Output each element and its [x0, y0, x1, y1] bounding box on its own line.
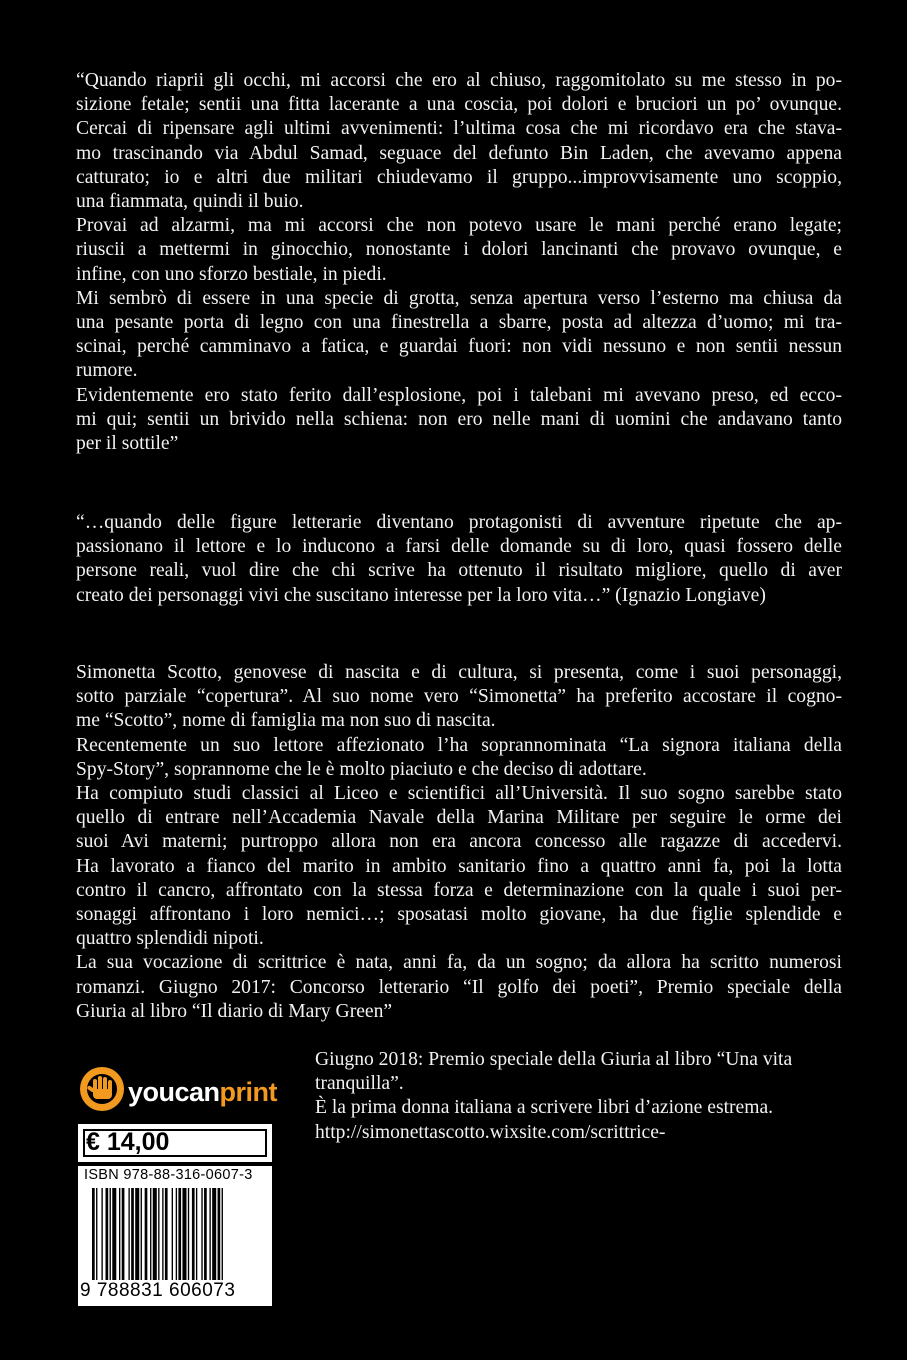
excerpt-line: Cercai di ripensare agli ultimi avvenimenti: l’ultima cosa che mi ricordavo era che stava- — [76, 118, 842, 140]
bio-line: Giuria al libro “Il diario di Mary Green” — [76, 1000, 393, 1022]
quote-line: “…quando delle figure letterarie diventano protagonisti di avventure ripetute che ap- — [76, 512, 842, 533]
barcode-bar — [218, 1188, 221, 1280]
barcode-bar — [153, 1188, 157, 1280]
publisher-wordmark: youcanprint — [128, 1077, 278, 1107]
barcode-bar — [212, 1188, 216, 1280]
bio-line: sotto parziale “copertura”. Al suo nome vero “Simonetta” ha preferito accostare il cogno- — [76, 686, 842, 708]
quote-line: passionano il lettore e lo inducono a farsi delle domande su di loro, quasi fossero delle — [76, 536, 842, 558]
barcode-bar — [182, 1188, 186, 1280]
barcode-bar — [162, 1188, 163, 1280]
excerpt-text — [76, 69, 842, 456]
author-bio-continued — [315, 1048, 855, 1145]
bio-line: Simonetta Scotto, genovese di nascita e di cultura, si presenta, come i suoi personaggi, — [76, 662, 842, 683]
bio-line: Recentemente un suo lettore affezionato l’ha soprannominata “La signora italiana della — [76, 734, 842, 756]
barcode-bar — [135, 1188, 139, 1280]
barcode-bar — [204, 1188, 207, 1280]
bio-line: romanzi. Giugno 2017: Concorso letterario “Il golfo dei poeti”, Premio speciale della — [76, 976, 842, 998]
barcode-bar — [106, 1188, 109, 1280]
excerpt-line: sizione fetale; sentii una fitta lacerante a una coscia, poi dolori e bruciori un po’ ovunque. — [76, 94, 842, 116]
tail-line: Giugno 2018: Premio speciale della Giuria al libro “Una vita — [315, 1049, 793, 1070]
barcode-bar — [158, 1188, 159, 1280]
excerpt-line: infine, con uno sforzo bestiale, in piedi. — [76, 263, 387, 285]
excerpt-line: mi qui; sentii un brivido nella schiena: non ero nelle mani di uomini che andavano tanto — [76, 408, 842, 430]
bio-line: suoi Avi materni; purtroppo allora non era ancora concesso alle ragazze di accedervi. — [76, 831, 842, 853]
barcode-bar — [209, 1188, 210, 1280]
barcode-bar — [176, 1188, 177, 1280]
excerpt-line: Mi sembrò di essere in una specie di grotta, senza apertura verso l’esterno ma chiusa da — [76, 287, 842, 309]
excerpt-line: scinai, perché camminavo a fatica, e guardai fuori: non vidi nessuno e non sentii nessun — [76, 336, 842, 358]
excerpt-line: “Quando riaprii gli occhi, mi accorsi che ero al chiuso, raggomitolato su me stesso in po- — [76, 70, 842, 91]
excerpt-line: Provai ad alzarmi, ma mi accorsi che non potevo usare le mani perché erano legate; — [76, 215, 842, 237]
bio-line: quattro splendidi nipoti. — [76, 928, 264, 950]
barcode-bar — [145, 1188, 148, 1280]
price-label: € 14,00 — [86, 1128, 170, 1156]
quote-line: creato dei personaggi vivi che suscitano interesse per la loro vita…” (Ignazio Longiave) — [76, 584, 766, 606]
bio-line: sonaggi affrontano i loro nemici…; sposatasi molto giovane, ha due figlie splendide e — [76, 904, 842, 926]
barcode-bar — [192, 1188, 195, 1280]
barcode-bar — [165, 1188, 168, 1280]
barcode-bar — [201, 1188, 202, 1280]
barcode-bar — [122, 1188, 125, 1280]
barcode-bar — [178, 1188, 181, 1280]
excerpt-line: mo trascinando via Abdul Samad, seguace del defunto Bin Laden, che avevamo appena — [76, 142, 842, 164]
isbn-label: ISBN 978-88-316-0607-3 — [84, 1167, 253, 1183]
review-quote — [76, 511, 842, 608]
barcode-bar — [196, 1188, 197, 1280]
barcode-bar — [222, 1188, 223, 1280]
bio-line: Ha lavorato a fianco del marito in ambito sanitario fino a quattro anni fa, poi la lotta — [76, 855, 842, 877]
excerpt-line: Evidentemente ero stato ferito dall’esplosione, poi i talebani mi avevano preso, ed ecco- — [76, 384, 842, 406]
bio-line: Ha compiuto studi classici al Liceo e scientifici all’Università. Il suo sogno sarebbe stato — [76, 783, 842, 805]
excerpt-line: riuscii a mettermi in ginocchio, nonostante i dolori lancinanti che provavo ovunque, e — [76, 239, 842, 261]
tail-line: tranquilla”. — [315, 1073, 404, 1095]
barcode-bar — [188, 1188, 189, 1280]
barcode-bar — [131, 1188, 134, 1280]
excerpt-line: una pesante porta di legno con una finestrella a sbarre, posta ad altezza d’uomo; mi tra- — [76, 312, 842, 334]
bio-line: contro il cancro, affrontato con la stessa forza e determinazione con la quale i suoi per- — [76, 879, 842, 901]
bio-line: quello di entrare nell’Accademia Navale della Marina Militare per seguire le orme dei — [76, 807, 842, 829]
barcode-bar — [150, 1188, 151, 1280]
quote-line: persone reali, vuol dire che chi scrive ha ottenuto il risultato migliore, quello di aver — [76, 560, 842, 582]
barcode-bar — [141, 1188, 142, 1280]
tail-line: http://simonettascotto.wixsite.com/scrittrice- — [315, 1121, 666, 1143]
barcode-bar — [112, 1188, 116, 1280]
barcode-bar — [119, 1188, 120, 1280]
author-bio — [76, 661, 842, 1024]
publisher-logo — [78, 1065, 278, 1117]
tail-line: È la prima donna italiana a scrivere libri d’azione estrema. — [315, 1097, 774, 1119]
excerpt-line: catturato; io e altri due militari chiudevamo il gruppo...improvvisamente uno scoppio, — [76, 166, 842, 188]
barcode-bars — [92, 1188, 268, 1280]
barcode-box — [78, 1166, 272, 1306]
excerpt-line: per il sottile” — [76, 433, 179, 455]
barcode-bar — [92, 1188, 95, 1280]
excerpt-line: una fiammata, quindi il buio. — [76, 191, 304, 213]
bio-line: Spy-Story”, soprannome che le è molto piaciuto e che deciso di adottare. — [76, 758, 647, 780]
barcode-bar — [110, 1188, 111, 1280]
barcode-bar — [172, 1188, 173, 1280]
barcode-bar — [96, 1188, 97, 1280]
price-box — [78, 1124, 272, 1162]
barcode-bar — [101, 1188, 102, 1280]
bio-line: me “Scotto”, nome di famiglia ma non suo di nascita. — [76, 710, 496, 732]
bio-line: La sua vocazione di scrittrice è nata, anni fa, da un sogno; da allora ha scritto numerosi — [76, 952, 842, 974]
hand-icon — [78, 1065, 126, 1113]
barcode-bar — [128, 1188, 129, 1280]
excerpt-line: rumore. — [76, 360, 138, 382]
barcode-number: 9 788831 606073 — [80, 1280, 236, 1301]
